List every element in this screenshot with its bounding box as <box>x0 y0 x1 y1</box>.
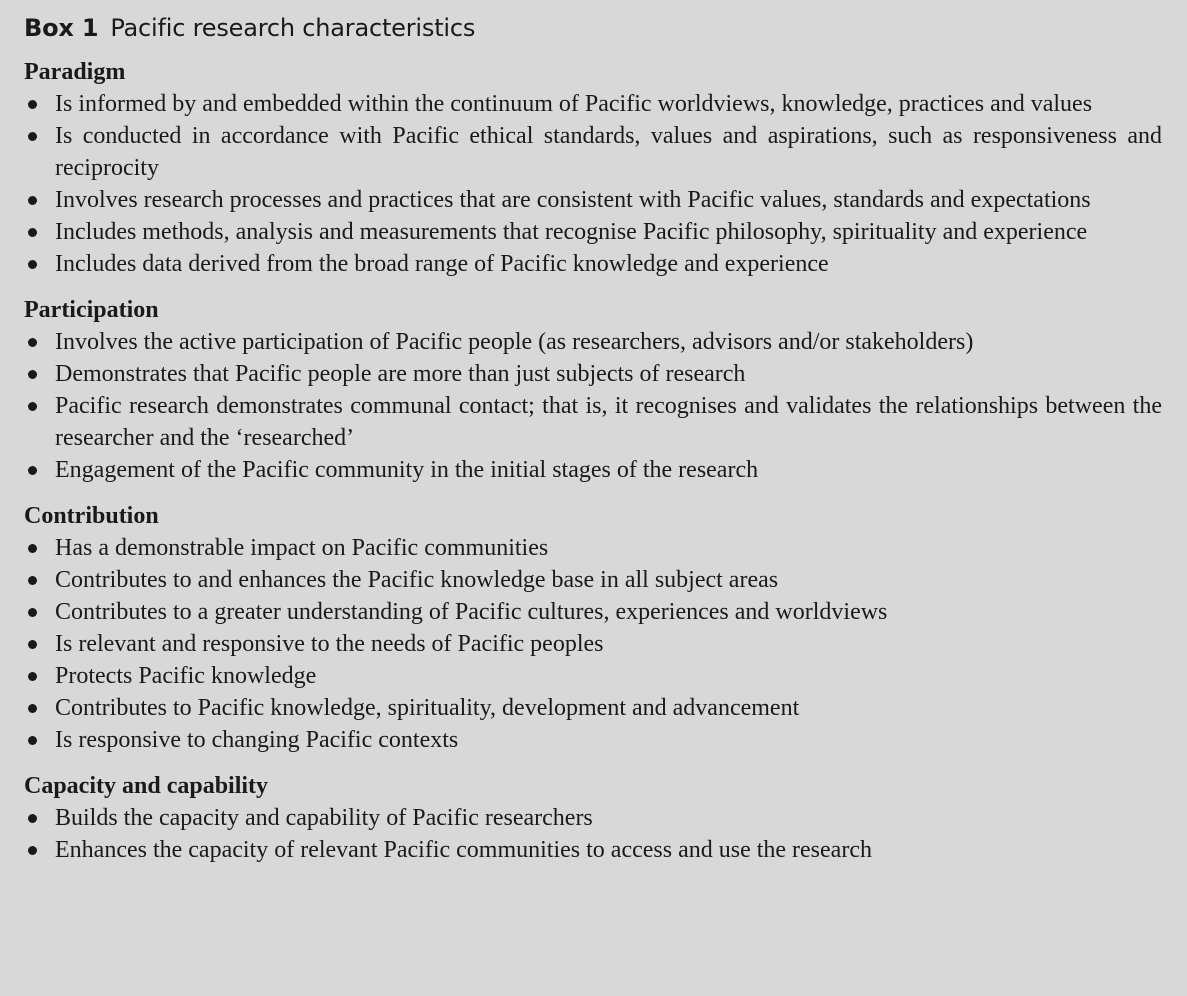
bullet-icon <box>28 704 37 713</box>
list-item-text: Pacific research demonstrates communal contact; that is, it recognises and validates the relationships between the researcher and the ‘researched’ <box>55 393 1162 451</box>
list-item-text: Is informed by and embedded within the continuum of Pacific worldviews, knowledge, practices and values <box>55 91 1093 117</box>
section-heading: Paradigm <box>24 59 126 85</box>
list-item-text: Is relevant and responsive to the needs of Pacific peoples <box>55 631 604 657</box>
bullet-icon <box>28 576 37 585</box>
list-item <box>24 596 1162 628</box>
list-item-text: Builds the capacity and capability of Pacific researchers <box>55 805 593 831</box>
section-participation <box>24 294 1162 486</box>
list-item <box>24 358 1162 390</box>
list-item-text: Involves research processes and practices that are consistent with Pacific values, standards and expectations <box>55 187 1091 213</box>
box-title <box>24 12 1162 44</box>
bullet-icon <box>28 466 37 475</box>
bullet-icon <box>28 846 37 855</box>
list-item-text: Is conducted in accordance with Pacific ethical standards, values and aspirations, such as responsiveness and reciprocity <box>55 123 1162 181</box>
list-item-text: Includes data derived from the broad range of Pacific knowledge and experience <box>55 251 829 277</box>
list-item <box>24 326 1162 358</box>
bullet-icon <box>28 260 37 269</box>
list-item-text: Enhances the capacity of relevant Pacific communities to access and use the research <box>55 837 872 863</box>
bullet-icon <box>28 544 37 553</box>
list-item-text: Is responsive to changing Pacific contexts <box>55 727 459 753</box>
bullet-list <box>24 88 1162 280</box>
list-item <box>24 802 1162 834</box>
list-item <box>24 834 1162 866</box>
section-capacity-and-capability <box>24 770 1162 866</box>
bullet-icon <box>28 338 37 347</box>
bullet-icon <box>28 100 37 109</box>
list-item <box>24 120 1162 184</box>
list-item <box>24 532 1162 564</box>
list-item-text: Has a demonstrable impact on Pacific communities <box>55 535 549 561</box>
list-item-text: Contributes to a greater understanding of Pacific cultures, experiences and worldviews <box>55 599 888 625</box>
list-item <box>24 184 1162 216</box>
list-item-text: Contributes to Pacific knowledge, spirituality, development and advancement <box>55 695 800 721</box>
bullet-list <box>24 532 1162 756</box>
list-item-text: Protects Pacific knowledge <box>55 663 317 689</box>
list-item <box>24 628 1162 660</box>
box-title-text: Pacific research characteristics <box>110 14 476 42</box>
bullet-icon <box>28 814 37 823</box>
list-item <box>24 692 1162 724</box>
list-item <box>24 88 1162 120</box>
section-contribution <box>24 500 1162 756</box>
list-item <box>24 660 1162 692</box>
list-item <box>24 454 1162 486</box>
list-item-text: Involves the active participation of Pacific people (as researchers, advisors and/or stakeholders) <box>55 329 974 355</box>
bullet-icon <box>28 196 37 205</box>
bullet-icon <box>28 608 37 617</box>
list-item-text: Includes methods, analysis and measurements that recognise Pacific philosophy, spirituality and experience <box>55 219 1088 245</box>
list-item <box>24 390 1162 454</box>
bullet-icon <box>28 132 37 141</box>
list-item-text: Contributes to and enhances the Pacific knowledge base in all subject areas <box>55 567 779 593</box>
bullet-list <box>24 326 1162 486</box>
sections-container <box>24 56 1162 866</box>
list-item-text: Demonstrates that Pacific people are more than just subjects of research <box>55 361 746 387</box>
section-heading: Participation <box>24 297 159 323</box>
list-item <box>24 564 1162 596</box>
box-label: Box 1 <box>24 14 99 42</box>
section-heading: Capacity and capability <box>24 773 269 799</box>
list-item <box>24 724 1162 756</box>
section-paradigm <box>24 56 1162 280</box>
bullet-icon <box>28 402 37 411</box>
bullet-icon <box>28 736 37 745</box>
bullet-icon <box>28 228 37 237</box>
list-item <box>24 216 1162 248</box>
list-item <box>24 248 1162 280</box>
bullet-icon <box>28 640 37 649</box>
bullet-icon <box>28 370 37 379</box>
section-heading: Contribution <box>24 503 159 529</box>
bullet-list <box>24 802 1162 866</box>
list-item-text: Engagement of the Pacific community in the initial stages of the research <box>55 457 759 483</box>
bullet-icon <box>28 672 37 681</box>
